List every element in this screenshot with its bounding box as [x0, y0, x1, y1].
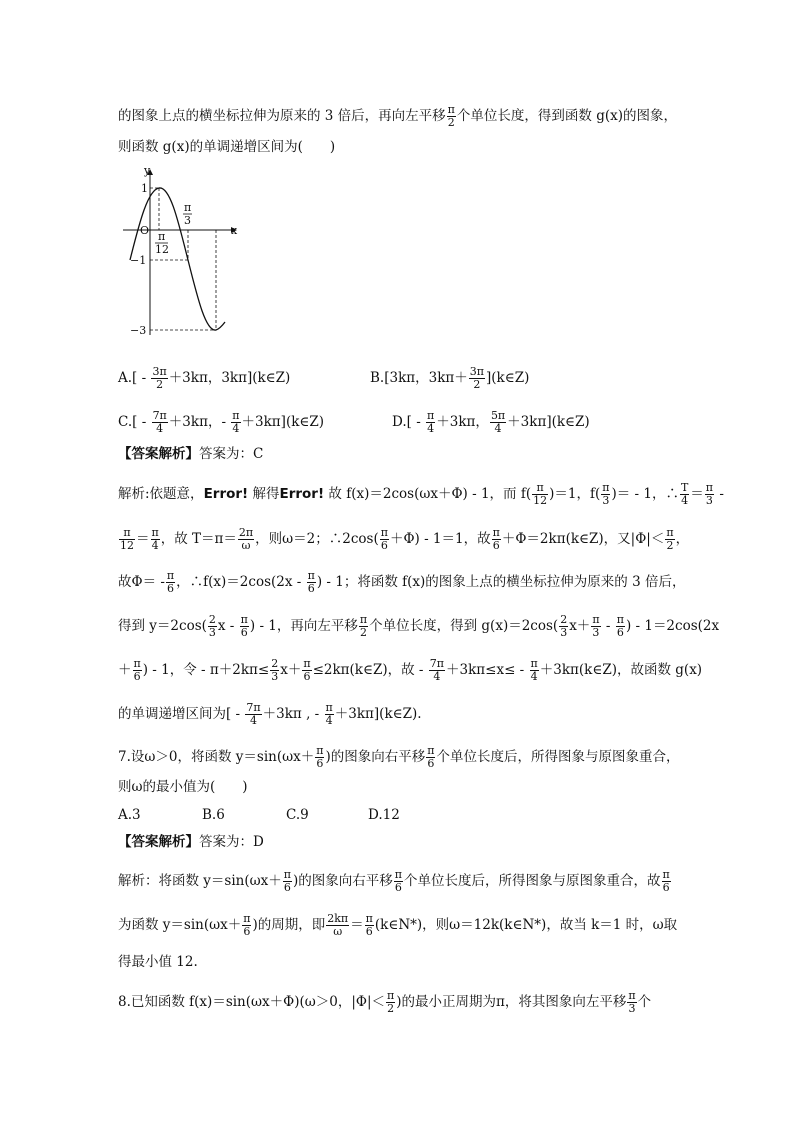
q6-solution-line-6: 的单调递增区间为[ - $\frac{7\pi}{4}$ ＋3kπ , - $\frac{\pi}{4}$ ＋3kπ](k∈Z).	[118, 701, 422, 727]
q7-solution-line-1: 解析：将函数 y＝sin(ωx＋ $\frac{\pi}{6}$ )的图象向右平移 $\frac{\pi}{6}$ 个单位长度后，所得图象与原图象重合，故 $\frac{\pi}{6}$	[118, 868, 670, 894]
q6-stem-line-1	[118, 104, 677, 129]
fraction: $\frac{\pi}{2}$	[447, 103, 455, 129]
tick-y-1: 1	[141, 182, 148, 195]
tick-x-pi-12-num: π	[158, 230, 166, 243]
q6-answer: 【答案解析】答案为：C	[118, 446, 264, 462]
option-a: A.[ - $\frac{3\pi}{2}$ ＋3kπ，3kπ](k∈Z)	[118, 365, 291, 391]
tick-x-pi-3-den: 3	[184, 214, 191, 227]
q7-option-a: A.3	[118, 807, 141, 823]
tick-y-minus-1: −1	[130, 254, 147, 267]
q7-solution-line-3: 得最小值 12.	[118, 954, 198, 970]
x-axis-label: x	[231, 224, 238, 237]
option-b: B.[3kπ，3kπ＋ $\frac{3\pi}{2}$ ](k∈Z)	[370, 365, 530, 391]
function-graph	[118, 160, 248, 340]
q7-solution-line-2: 为函数 y＝sin(ωx＋ $\frac{\pi}{6}$ )的周期，即 $\frac{2k\pi}{\omega}$ ＝ $\frac{\pi}{6}$ (k∈N*)，则ω＝12k(k∈N*)，故当 k＝1 时，ω取	[118, 912, 678, 938]
stem-text: 个单位长度，得到函数 g(x)的图象，	[456, 108, 677, 124]
q7-option-d: D.12	[368, 807, 400, 823]
q6-solution-line-2: $\frac{\pi}{12}$ ＝ $\frac{\pi}{4}$ ，故 T＝π＝ $\frac{2\pi}{\omega}$ ，则ω＝2；∴2cos( $\frac{\pi}{6}$ ＋Φ) - 1＝1，故 $\frac{\pi}{6}$ ＋Φ＝2kπ(k∈Z)，又|Φ|＜ $\frac{\pi}{2}$ ，	[120, 526, 690, 552]
q6-solution-line-4: 得到 y＝2cos( $\frac{2}{3}$ x - $\frac{\pi}{6}$ ) - 1，再向左平移 $\frac{\pi}{2}$ 个单位长度，得到 g(x)＝2cos( $\frac{2}{3}$ x＋ $\frac{\pi}{3}$ - $\frac{\pi}{6}$ ) - 1＝2cos(2x	[118, 613, 720, 639]
q8-stem-line-1: 8.已知函数 f(x)＝sin(ωx＋Φ)(ω＞0，|Φ|＜ $\frac{\pi}{2}$ )的最小正周期为π，将其图象向左平移 $\frac{\pi}{3}$ 个	[118, 989, 652, 1015]
y-axis-label: y	[144, 164, 151, 177]
q7-answer: 【答案解析】答案为：D	[118, 834, 264, 850]
stem-text: 的图象上点的横坐标拉伸为原来的 3 倍后，再向左平移	[118, 108, 446, 124]
tick-x-pi-12-den: 12	[155, 243, 169, 256]
q6-solution-line-5: ＋ $\frac{\pi}{6}$ ) - 1，令 - π＋2kπ≤ $\frac{2}{3}$ x＋ $\frac{\pi}{6}$ ≤2kπ(k∈Z)，故 - $\frac{7\pi}{4}$ ＋3kπ≤x≤ - $\frac{\pi}{4}$ ＋3kπ(k∈Z)，故函数 g(x)	[118, 657, 703, 683]
origin-label: O	[140, 224, 150, 237]
tick-x-pi-3-num: π	[184, 201, 192, 214]
q6-solution-line-1: 解析:依题意，Error! 解得Error! 故 f(x)＝2cos(ωx＋Φ) - 1，而 f( $\frac{\pi}{12}$ )＝1，f( $\frac{\pi}{3}$ )＝ - 1，∴ $\frac{T}{4}$ ＝ $\frac{\pi}{3}$ -	[118, 481, 724, 507]
q7-option-b: B.6	[202, 807, 225, 823]
q6-solution-line-3: 故Φ＝ - $\frac{\pi}{6}$ ，∴f(x)＝2cos(2x - $\frac{\pi}{6}$ ) - 1；将函数 f(x)的图象上点的横坐标拉伸为原来的 3 倍后，	[118, 569, 686, 595]
q7-stem-line-1: 7.设ω＞0，将函数 y＝sin(ωx＋ $\frac{\pi}{6}$ )的图象向右平移 $\frac{\pi}{6}$ 个单位长度后，所得图象与原图象重合，	[118, 744, 680, 770]
option-d: D.[ - $\frac{\pi}{4}$ ＋3kπ， $\frac{5\pi}{4}$ ＋3kπ](k∈Z)	[392, 409, 590, 435]
q6-stem-line-2: 则函数 g(x)的单调递增区间为( )	[118, 139, 336, 155]
q7-option-c: C.9	[286, 807, 309, 823]
q7-stem-line-2: 则ω的最小值为( )	[118, 779, 248, 795]
tick-y-minus-3: −3	[130, 324, 147, 337]
option-c: C.[ - $\frac{7\pi}{4}$ ＋3kπ，- $\frac{\pi}{4}$ ＋3kπ](k∈Z)	[118, 409, 325, 435]
